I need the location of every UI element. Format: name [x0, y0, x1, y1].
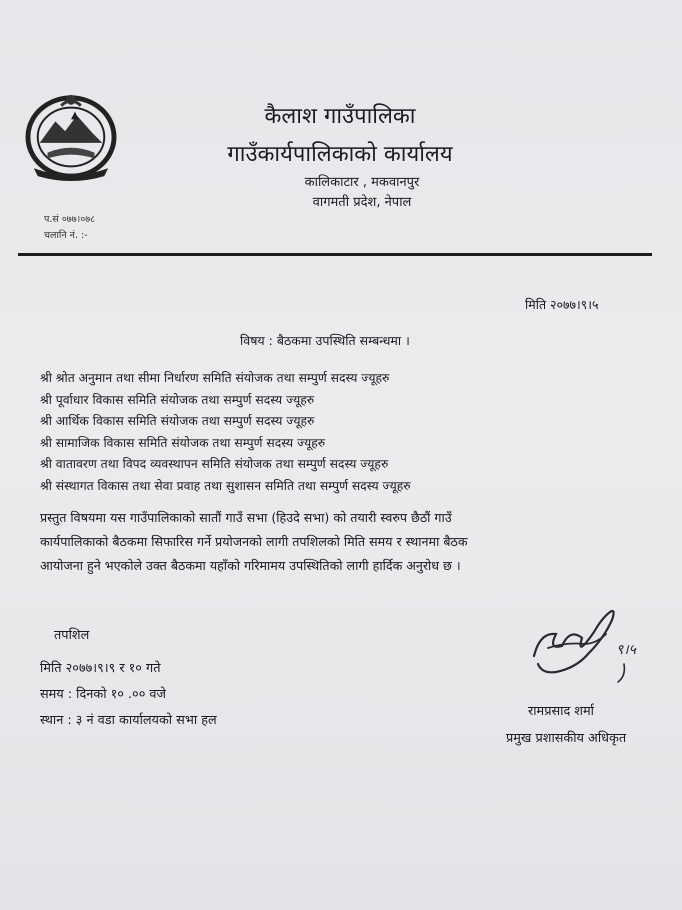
signature-image — [526, 598, 646, 684]
addressee-item: श्री श्रोत अनुमान तथा सीमा निर्धारण समिति संयोजक तथा सम्पुर्ण सदस्य ज्यूहरु — [40, 371, 390, 385]
schedule-list — [40, 656, 217, 734]
addressee-item: श्री सामाजिक विकास समिति संयोजक तथा सम्पुर्ण सदस्य ज्यूहरु — [40, 435, 326, 450]
reference-number: प.सं ०७७।०७८ — [44, 214, 96, 225]
nepal-emblem-icon — [22, 92, 120, 182]
body-line: प्रस्तुत विषयमा यस गाउँपालिकाको सातौं गाउँ सभा (हिउदे सभा) को तयारी स्वरुप छैठौं गाउँ — [40, 510, 452, 525]
signature-date: ९।५ — [616, 642, 636, 658]
body-line: आयोजना हुने भएकोले उक्त बैठकमा यहाँको गरिमामय उपस्थितिको लागी हार्दिक अनुरोध छ । — [40, 558, 461, 573]
signatory-title: प्रमुख प्रशासकीय अधिकृत — [506, 731, 627, 746]
address-line-1: कालिकाटार , मकवानपुर — [304, 175, 420, 190]
schedule-time: समय : दिनको १० .०० वजे — [40, 687, 167, 702]
schedule-date: मिति २०७७।९।९ र १० गते — [40, 661, 161, 676]
body-line: कार्यपालिकाको बैठकमा सिफारिस गर्ने प्रयोजनको लागी तपशिलको मिति समय र स्थानमा बैठक — [40, 534, 468, 549]
letter-subject: विषय : बैठकमा उपस्थिति सम्बन्धमा । — [240, 333, 410, 348]
schedule-venue: स्थान : ३ नं वडा कार्यालयको सभा हल — [40, 713, 217, 728]
org-name: कैलाश गाउँपालिका — [264, 104, 416, 129]
addressee-item: श्री आर्थिक विकास समिति संयोजक तथा सम्पुर्ण सदस्य ज्यूहरु — [40, 414, 315, 429]
address-line-2: वागमती प्रदेश, नेपाल — [312, 195, 412, 210]
dispatch-number: चलानि नं. :- — [44, 230, 88, 241]
addressee-list — [40, 368, 411, 498]
office-name: गाउँकार्यपालिकाको कार्यालय — [227, 142, 453, 167]
addressee-item: श्री वातावरण तथा विपद व्यवस्थापन समिति संयोजक तथा सम्पुर्ण सदस्य ज्यूहरु — [40, 457, 389, 472]
letter-date: मिति २०७७।९।५ — [525, 297, 599, 312]
header-divider — [18, 253, 652, 256]
addressee-item: श्री पूर्वाधार विकास समिति संयोजक तथा सम्पुर्ण सदस्य ज्यूहरु — [40, 392, 315, 407]
letter-body — [40, 506, 650, 578]
addressee-item: श्री संस्थागत विकास तथा सेवा प्रवाह तथा सुशासन समिति तथा सम्पुर्ण सदस्य ज्यूहरु — [40, 478, 411, 493]
schedule-label: तपशिल — [54, 628, 90, 643]
signatory-name: रामप्रसाद शर्मा — [528, 704, 594, 719]
